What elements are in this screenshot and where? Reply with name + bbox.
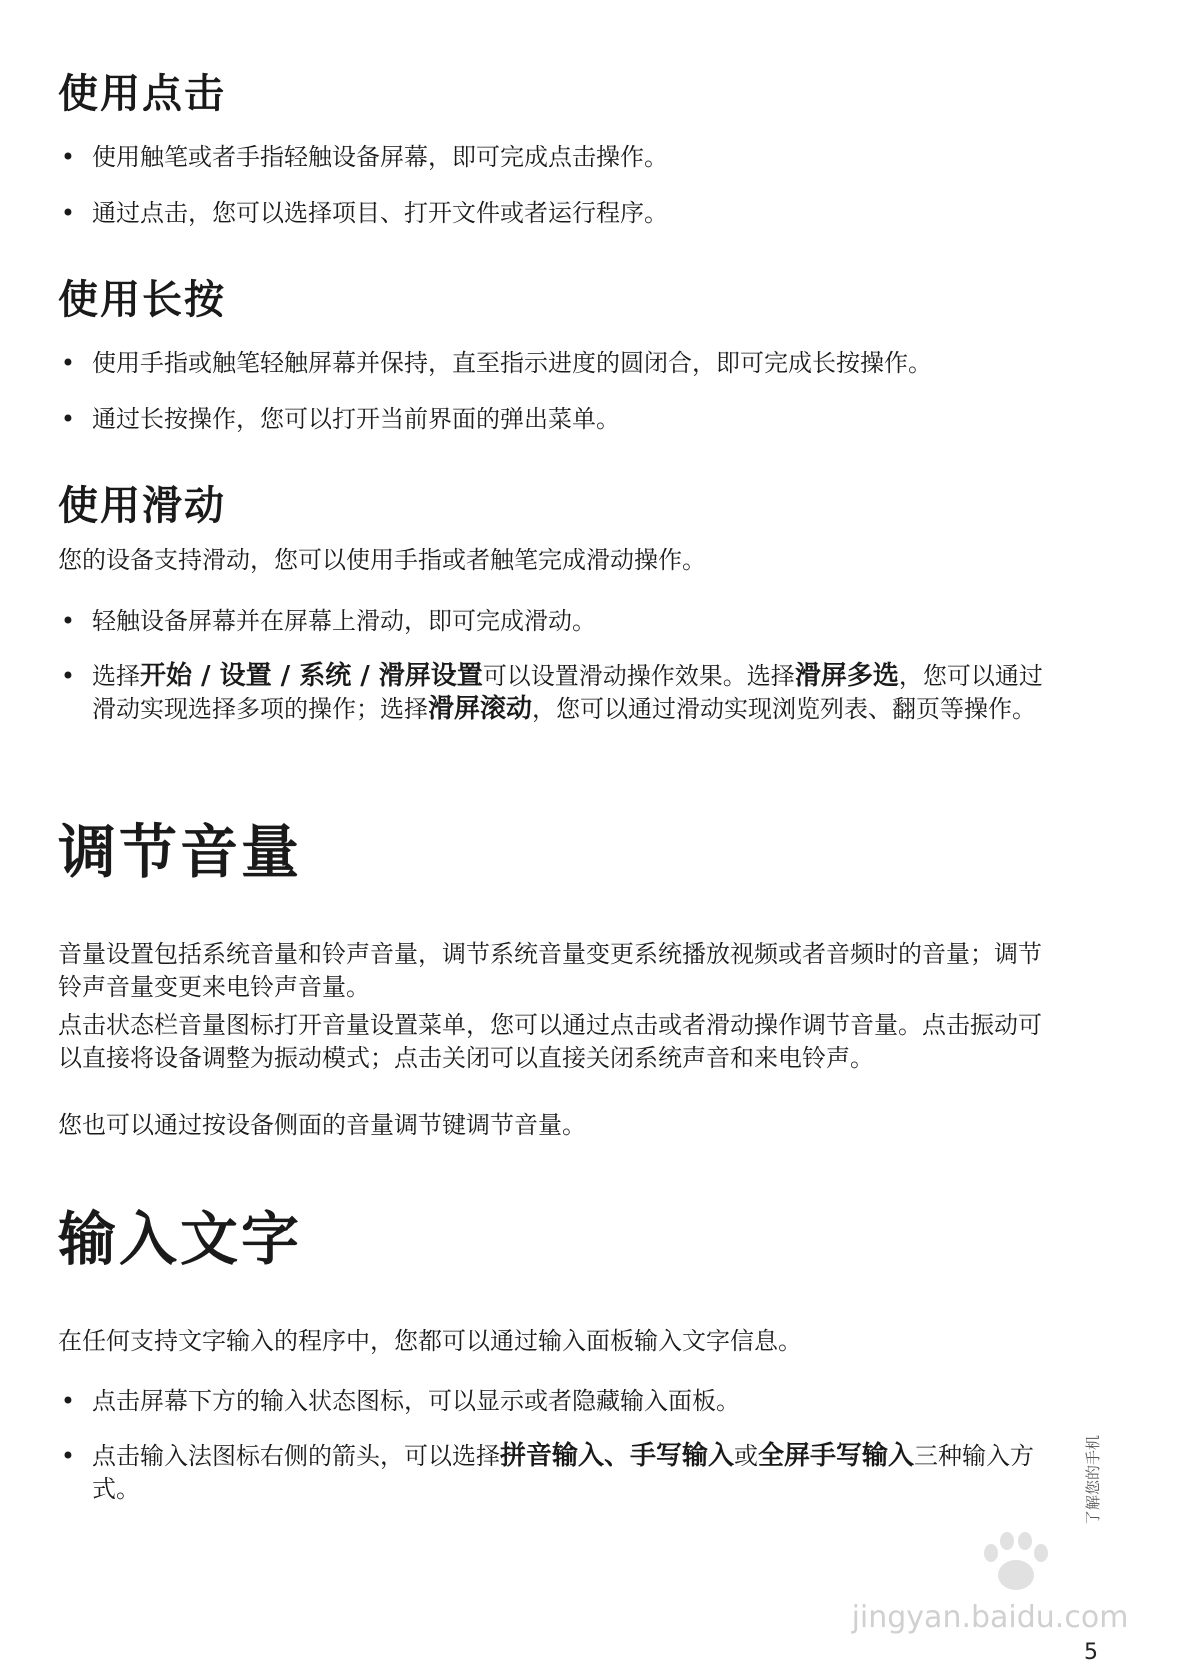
page-number: 5 (1084, 1640, 1098, 1665)
volume-paragraph: 点击状态栏音量图标打开音量设置菜单，您可以通过点击或者滑动操作调节音量。点击振动可以直接将设备调整为振动模式；点击关闭可以直接关闭系统声音和来电铃声。 (58, 1011, 1042, 1072)
list-item (58, 347, 1098, 380)
list-item (58, 1440, 1058, 1506)
list-item-text: 使用手指或触笔轻触屏幕并保持，直至指示进度的圆闭合，即可完成长按操作。 (92, 349, 932, 377)
text-run: 或 (734, 1442, 759, 1470)
option-name: 滑屏多选 (794, 661, 899, 691)
section-title-text-input: 输入文字 (58, 1205, 303, 1273)
text-run: 可以设置滑动操作效果。选择 (482, 662, 795, 690)
volume-paragraph: 音量设置包括系统音量和铃声音量，调节系统音量变更系统播放视频或者音频时的音量；调节铃声音量变更来电铃声音量。 (58, 940, 1042, 1001)
list-item (58, 197, 1098, 230)
list-item-text: 通过长按操作，您可以打开当前界面的弹出菜单。 (92, 405, 620, 433)
bullet-icon: • (60, 662, 76, 690)
volume-paragraph: 您也可以通过按设备侧面的音量调节键调节音量。 (58, 1111, 586, 1139)
list-item-text: 通过点击，您可以选择项目、打开文件或者运行程序。 (92, 199, 668, 227)
list-item-text: 使用触笔或者手指轻触设备屏幕，即可完成点击操作。 (92, 143, 668, 171)
text-input-intro: 在任何支持文字输入的程序中，您都可以通过输入面板输入文字信息。 (58, 1327, 802, 1355)
swipe-intro: 您的设备支持滑动，您可以使用手指或者触笔完成滑动操作。 (58, 546, 706, 574)
text-run: ，您可以通过滑动实现浏览列表、翻页等操作。 (532, 695, 1037, 723)
bullet-icon: • (60, 607, 76, 635)
list-item (58, 660, 1058, 726)
list-item (58, 141, 1098, 174)
list-item (58, 1385, 1098, 1418)
list-item-text: 点击屏幕下方的输入状态图标，可以显示或者隐藏输入面板。 (92, 1387, 740, 1415)
chapter-side-label: 了解您的手机 (1084, 1434, 1102, 1525)
paw-logo-icon (980, 1530, 1052, 1594)
bullet-icon: • (60, 1442, 76, 1470)
text-run: 选择 (92, 662, 140, 690)
list-item (58, 403, 1098, 436)
list-item-text (92, 660, 1058, 726)
list-item-text (92, 1440, 1058, 1506)
option-name: 全屏手写输入 (758, 1441, 915, 1471)
text-run: 三种输入方式。 (92, 1442, 1035, 1503)
watermark-text: jingyan.baidu.com (851, 1600, 1129, 1635)
section-title-swipe: 使用滑动 (58, 483, 226, 529)
bullet-icon: • (60, 1387, 76, 1415)
section-title-volume: 调节音量 (58, 818, 303, 886)
option-name: 滑屏滚动 (428, 694, 533, 724)
bullet-icon: • (60, 143, 76, 171)
section-title-tap: 使用点击 (58, 71, 226, 117)
section-title-long-press: 使用长按 (58, 277, 226, 323)
watermark (850, 1530, 1130, 1640)
bullet-icon: • (60, 349, 76, 377)
bullet-icon: • (60, 405, 76, 433)
text-run: 点击输入法图标右侧的箭头，可以选择 (92, 1442, 500, 1470)
menu-path: 开始 / 设置 / 系统 / 滑屏设置 (140, 661, 483, 691)
bullet-icon: • (60, 199, 76, 227)
text-run: ，您可以通过滑动实现选择多项的操作；选择 (92, 662, 1043, 723)
list-item-text: 轻触设备屏幕并在屏幕上滑动，即可完成滑动。 (92, 607, 596, 635)
list-item (58, 605, 1098, 638)
option-name: 拼音输入、手写输入 (500, 1441, 735, 1471)
